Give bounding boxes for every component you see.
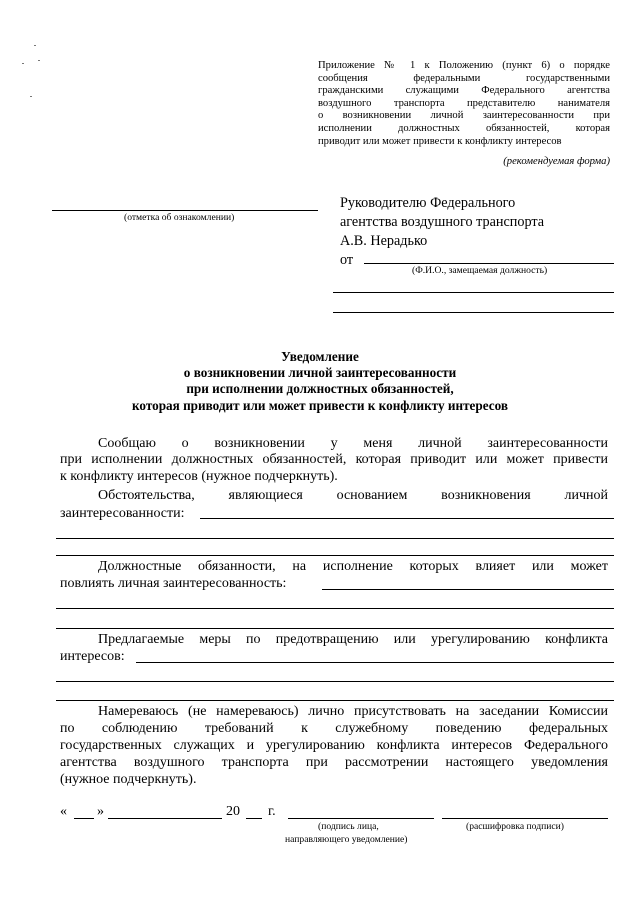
appendix-line: гражданскими служащими Федерального агентства xyxy=(318,85,610,97)
para1-line: Сообщаю о возникновении у меня личной заинтересованности xyxy=(98,436,608,451)
document-title: Уведомление xyxy=(281,349,359,364)
date-day-field[interactable] xyxy=(74,818,94,819)
signature-field[interactable] xyxy=(288,818,434,819)
appendix-line: о возникновении личной заинтересованности при xyxy=(318,110,610,122)
scan-speck xyxy=(22,63,24,64)
date-quote-close: » xyxy=(97,804,104,819)
appendix-line: Приложение № 1 к Положению (пункт 6) о порядке xyxy=(318,60,610,71)
circumstances-field-3[interactable] xyxy=(56,555,614,556)
para5-line: (нужное подчеркнуть). xyxy=(60,772,197,787)
duties-field-3[interactable] xyxy=(56,628,614,629)
from-label: от xyxy=(340,252,354,268)
para1-line: к конфликту интересов (нужное подчеркнуть). xyxy=(60,469,338,484)
from-field-line-3[interactable] xyxy=(333,312,614,313)
form-note: (рекомендуемая форма) xyxy=(503,156,610,167)
measures-field-3[interactable] xyxy=(56,700,614,701)
fio-caption: (Ф.И.О., замещаемая должность) xyxy=(412,265,548,276)
signature-decode-field[interactable] xyxy=(442,818,608,819)
para2-line: заинтересованности: xyxy=(60,506,185,521)
scan-speck xyxy=(38,60,40,61)
appendix-line: приводит или может привести к конфликту интересов xyxy=(318,135,562,147)
decode-caption: (расшифровка подписи) xyxy=(466,821,564,832)
para3-line: Должностные обязанности, на исполнение которых влияет или может xyxy=(98,559,608,574)
para4-line: интересов: xyxy=(60,649,125,664)
scan-speck xyxy=(30,96,32,97)
date-year-field[interactable] xyxy=(246,818,262,819)
signature-caption: направляющего уведомление) xyxy=(285,834,408,845)
addressee-name: А.В. Нерадько xyxy=(340,233,428,249)
para5-line: по соблюдению требований к служебному поведению федеральных xyxy=(60,721,608,736)
document-subtitle: которая приводит или может привести к конфликту интересов xyxy=(131,398,508,413)
date-month-field[interactable] xyxy=(108,818,222,819)
appendix-line: воздушного транспорта представителю нанимателя xyxy=(318,97,610,109)
appendix-line: сообщения федеральными государственными xyxy=(318,72,610,84)
duties-field-2[interactable] xyxy=(56,608,614,609)
para5-line: агентства воздушного транспорта при рассмотрении настоящего уведомления xyxy=(60,755,608,770)
circumstances-field[interactable] xyxy=(200,518,614,519)
document-subtitle: при исполнении должностных обязанностей, xyxy=(186,381,454,396)
acknowledgement-line[interactable] xyxy=(52,210,318,211)
from-field-line[interactable] xyxy=(364,263,614,264)
acknowledgement-caption: (отметка об ознакомлении) xyxy=(124,212,235,223)
para5-line: государственных служащих и урегулированию конфликта интересов Федерального xyxy=(60,738,608,753)
appendix-line: исполнении должностных обязанностей, которая xyxy=(318,122,610,134)
appendix-header xyxy=(318,60,610,148)
duties-field[interactable] xyxy=(322,589,614,590)
para5-line: Намереваюсь (не намереваюсь) лично присутствовать на заседании Комиссии xyxy=(98,704,608,719)
para1-line: при исполнении должностных обязанностей, которая приводит или может привести xyxy=(60,452,608,467)
addressee-line: агентства воздушного транспорта xyxy=(340,214,545,230)
addressee-line: Руководителю Федерального xyxy=(340,195,516,211)
para2-line: Обстоятельства, являющиеся основанием возникновения личной xyxy=(98,488,608,503)
from-field-line-2[interactable] xyxy=(333,292,614,293)
para3-line: повлиять личная заинтересованность: xyxy=(60,576,287,591)
date-year-suffix: г. xyxy=(268,804,276,819)
circumstances-field-2[interactable] xyxy=(56,538,614,539)
measures-field-2[interactable] xyxy=(56,681,614,682)
para4-line: Предлагаемые меры по предотвращению или урегулированию конфликта xyxy=(98,632,608,647)
scan-speck xyxy=(34,45,36,46)
document-subtitle: о возникновении личной заинтересованности xyxy=(183,365,457,380)
date-quote-open: « xyxy=(60,804,67,819)
measures-field[interactable] xyxy=(136,662,614,663)
signature-caption: (подпись лица, xyxy=(318,821,379,832)
date-year-prefix: 20 xyxy=(226,804,240,819)
